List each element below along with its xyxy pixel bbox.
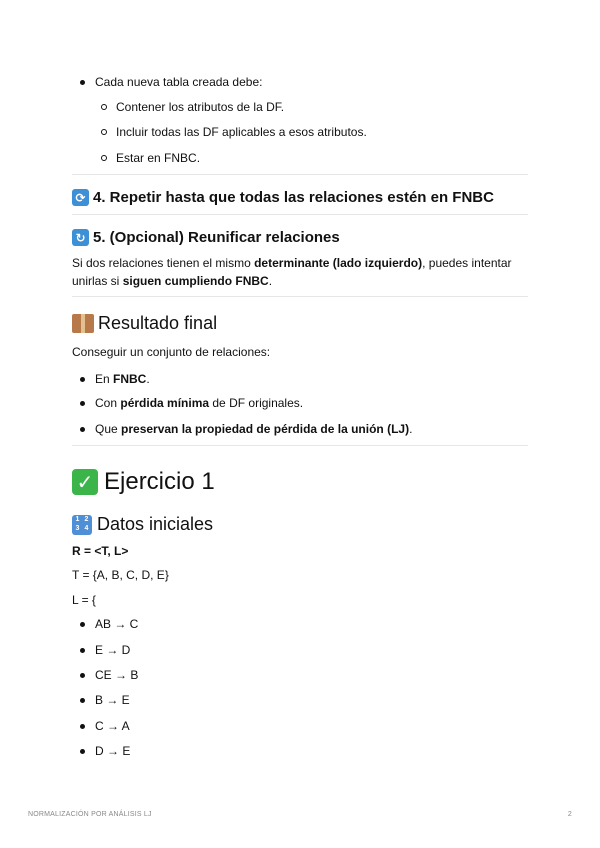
sub-list (72, 125, 528, 139)
page-number: 2 (567, 811, 572, 818)
text: de DF originales. (209, 396, 304, 410)
step5-title: 5. (Opcional) Reunificar relaciones (93, 229, 340, 246)
text: , puedes intentar unirlas si (72, 256, 512, 288)
step4-heading (72, 189, 528, 206)
intro-list (72, 75, 528, 89)
divider (72, 214, 528, 215)
step4-title: 4. Repetir hasta que todas las relaciones estén en FNBC (93, 189, 494, 206)
text: En (95, 372, 114, 386)
dependency-item: AB → C (72, 617, 528, 631)
package-icon (72, 314, 94, 333)
icon-digit: 3 (75, 525, 80, 532)
text: Con (95, 396, 121, 410)
step5-heading (72, 229, 528, 246)
icon-digit: 1 (75, 516, 80, 523)
t-definition: T = {A, B, C, D, E} (72, 568, 169, 582)
result-heading (72, 313, 528, 334)
bold-text: determinante (lado izquierdo) (254, 256, 423, 270)
sync-icon: ↻ (72, 229, 89, 246)
icon-digit: 2 (84, 516, 89, 523)
list-item (72, 396, 528, 410)
text: . (268, 274, 273, 288)
dependency-item: CE → B (72, 668, 528, 682)
bold-text: siguen cumpliendo FNBC (122, 274, 269, 288)
divider (72, 174, 528, 175)
dependency-item: B → E (72, 693, 528, 707)
bold-text: preservan la propiedad de pérdida de la unión (LJ) (121, 422, 410, 436)
exercise-heading (72, 468, 528, 496)
divider (72, 296, 528, 297)
footer-title: NORMALIZACIÓN POR ANÁLISIS LJ (28, 811, 152, 818)
result-title: Resultado final (98, 313, 218, 333)
text: Si dos relaciones tienen el mismo (72, 256, 255, 270)
step5-paragraph (72, 254, 528, 290)
repeat-icon: ⟳ (72, 189, 89, 206)
dependency-item: D → E (72, 744, 528, 758)
text: Que (95, 422, 122, 436)
result-intro: Conseguir un conjunto de relaciones: (72, 345, 271, 359)
icon-digit: 4 (84, 525, 89, 532)
dependency-item: C → A (72, 719, 528, 733)
sub-list (72, 151, 528, 165)
divider (72, 445, 528, 446)
bold-text: pérdida mínima (120, 396, 210, 410)
l-definition: L = { (72, 593, 96, 607)
list-item (72, 372, 528, 386)
sub-list-item: Estar en FNBC. (72, 151, 528, 165)
text: . (409, 422, 413, 436)
r-definition: R = <T, L> (72, 544, 129, 558)
list-item (72, 422, 528, 436)
text: . (146, 372, 150, 386)
sub-list-item: Contener los atributos de la DF. (72, 100, 528, 114)
sub-list (72, 100, 528, 114)
sub-list-item: Incluir todas las DF aplicables a esos atributos. (72, 125, 528, 139)
list-item: Cada nueva tabla creada debe: (72, 75, 528, 89)
numbers-icon (72, 515, 92, 535)
dependency-item: E → D (72, 643, 528, 657)
check-mark-icon: ✓ (72, 469, 98, 495)
bold-text: FNBC (113, 372, 147, 386)
data-heading-title: Datos iniciales (97, 514, 214, 534)
data-heading (72, 514, 528, 535)
exercise-title: Ejercicio 1 (104, 468, 215, 495)
